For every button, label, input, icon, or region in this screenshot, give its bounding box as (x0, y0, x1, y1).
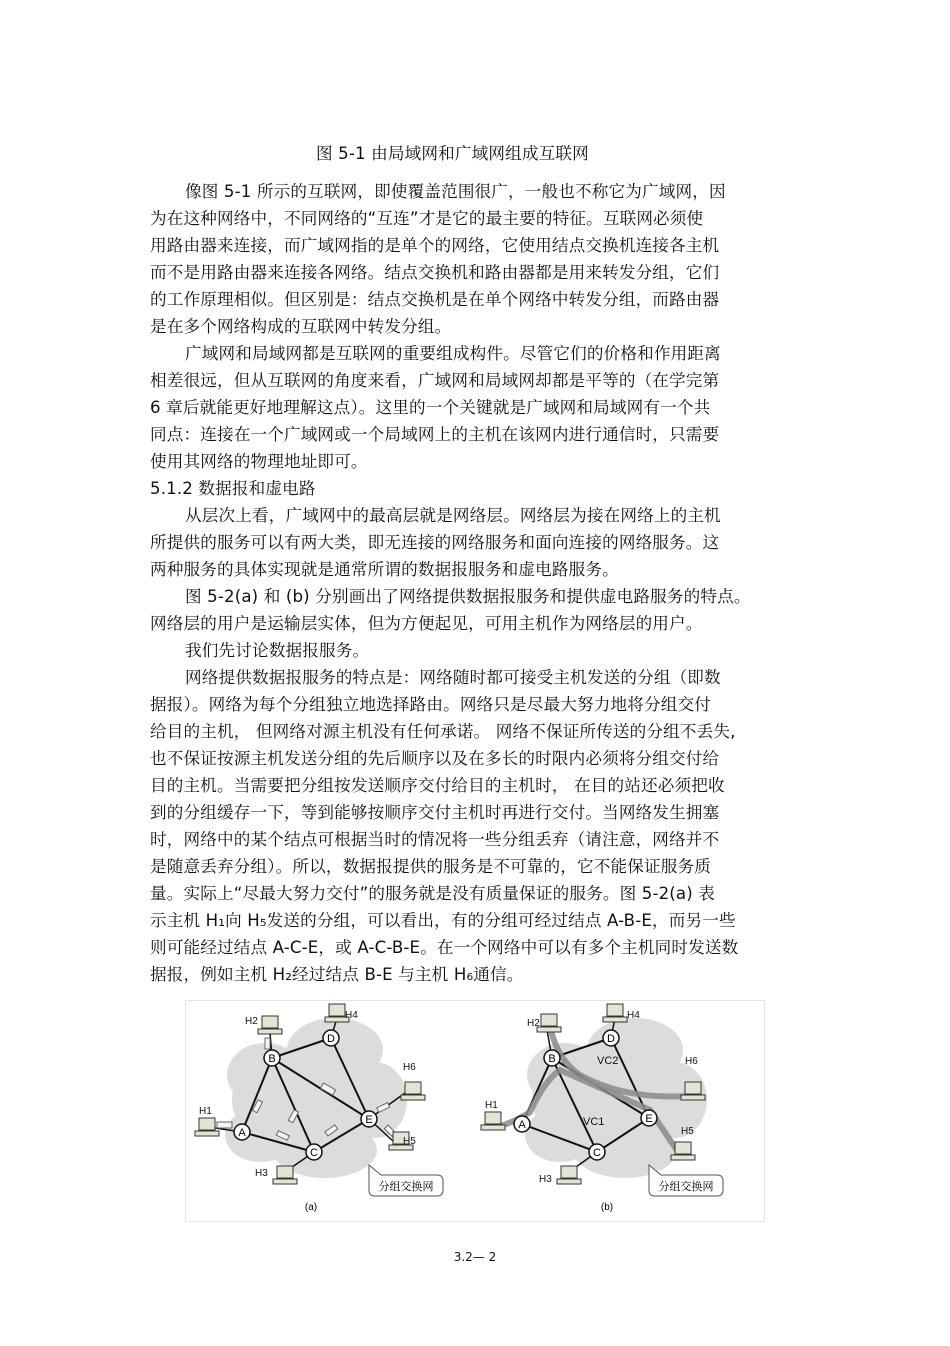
node-label: E (365, 1114, 373, 1126)
section-heading: 5.1.2 数据报和虚电路 (150, 479, 316, 498)
paragraph-line: 示主机 H₁向 H₅发送的分组，可以看出，有的分组可经过结点 A-B-E，而另一些 (150, 911, 736, 930)
host-label: H2 (245, 1016, 258, 1027)
node-label: A (518, 1119, 526, 1131)
figure-caption: 图 5-1 由局域网和广域网组成互联网 (316, 144, 589, 163)
paragraph-line: 的工作原理相似。但区别是：结点交换机是在单个网络中转发分组，而路由器 (150, 290, 720, 309)
panel-sublabel: (b) (600, 1202, 614, 1213)
paragraph-line: 相差很远，但从互联网的角度来看，广域网和局域网却都是平等的（在学完第 (150, 371, 720, 390)
host-label: H4 (627, 1010, 640, 1021)
computer-icon (481, 1112, 505, 1130)
host-label: H1 (485, 1100, 498, 1111)
node-label: D (327, 1033, 335, 1045)
node-label: C (310, 1147, 318, 1159)
computer-icon (671, 1142, 695, 1160)
computer-icon (273, 1166, 297, 1184)
host-label: H6 (685, 1056, 698, 1067)
packet-icon (265, 1038, 270, 1049)
computer-icon (401, 1082, 425, 1100)
node-label: A (238, 1127, 246, 1139)
vc-label: VC1 (583, 1116, 605, 1128)
paragraph-line: 据报，例如主机 H₂经过结点 B-E 与主机 H₆通信。 (150, 965, 524, 984)
node-label: D (607, 1033, 615, 1045)
paragraph-line: 量。实际上“尽最大努力交付”的服务就是没有质量保证的服务。图 5-2(a) 表 (150, 884, 716, 903)
cloud-label: 分组交换网 (378, 1181, 434, 1193)
node-label: E (645, 1113, 653, 1125)
vc-label: VC2 (597, 1055, 619, 1067)
paragraph-line: 所提供的服务可以有两大类，即无连接的网络服务和面向连接的网络服务。这 (150, 533, 720, 552)
host-label: H6 (403, 1062, 416, 1073)
host-label: H4 (345, 1010, 358, 1021)
paragraph-line: 而不是用路由器来连接各网络。结点交换机和路由器都是用来转发分组，它们 (150, 263, 720, 282)
paragraph-line: 网络提供数据报服务的特点是：网络随时都可接受主机发送的分组（即数 (185, 668, 721, 687)
paragraph-line: 我们先讨论数据报服务。 (185, 641, 370, 660)
paragraph-line: 则可能经过结点 A-C-E，或 A-C-B-E。在一个网络中可以有多个主机同时发送数 (150, 938, 739, 957)
paragraph-line: 同点：连接在一个广域网或一个局域网上的主机在该网内进行通信时，只需要 (150, 425, 720, 444)
paragraph-line: 到的分组缓存一下，等到能够按顺序交付主机时再进行交付。当网络发生拥塞 (150, 803, 720, 822)
node-label: C (593, 1147, 601, 1159)
node-label: B (548, 1053, 556, 1065)
host-label: H5 (681, 1126, 694, 1137)
paragraph-line: 是随意丢弃分组）。所以，数据报提供的服务是不可靠的，它不能保证服务质 (150, 857, 711, 876)
network-diagram (185, 1000, 765, 1222)
computer-icon (195, 1118, 219, 1136)
paragraph-line: 6 章后就能更好地理解这点）。这里的一个关键就是广域网和局域网有一个共 (150, 398, 711, 417)
paragraph-line: 广域网和局域网都是互联网的重要组成构件。尽管它们的价格和作用距离 (185, 344, 721, 363)
page-number: 3.2— 2 (453, 1250, 497, 1264)
packet-icon (217, 1122, 232, 1128)
paragraph-line: 目的主机。当需要把分组按发送顺序交付给目的主机时， 在目的站还必须把收 (150, 776, 725, 795)
computer-icon (537, 1014, 561, 1032)
host-label: H2 (527, 1018, 540, 1029)
paragraph-line: 两种服务的具体实现就是通常所谓的数据报服务和虚电路服务。 (150, 560, 619, 579)
panel-sublabel: (a) (304, 1202, 318, 1213)
host-label: H3 (255, 1168, 268, 1179)
node-label: B (268, 1053, 276, 1065)
paragraph-line: 网络层的用户是运输层实体，但为方便起见，可用主机作为网络层的用户。 (150, 614, 703, 633)
computer-icon (557, 1166, 581, 1184)
host-label: H1 (199, 1106, 212, 1117)
computer-icon (603, 1004, 627, 1022)
paragraph-line: 像图 5-1 所示的互联网，即使覆盖范围很广，一般也不称它为广域网，因 (185, 182, 726, 201)
paragraph-line: 据报）。网络为每个分组独立地选择路由。网络只是尽最大努力地将分组交付 (150, 695, 711, 714)
computer-icon (258, 1016, 282, 1034)
paragraph-line: 给目的主机， 但网络对源主机没有任何承诺。 网络不保证所传送的分组不丢失, (150, 722, 736, 741)
paragraph-line: 从层次上看，广域网中的最高层就是网络层。网络层为接在网络上的主机 (185, 506, 721, 525)
host-label: H3 (539, 1174, 552, 1185)
host-label: H5 (403, 1136, 416, 1147)
paragraph-line: 图 5-2(a) 和 (b) 分别画出了网络提供数据报服务和提供虚电路服务的特点。 (185, 587, 751, 606)
paragraph-line: 用路由器来连接，而广域网指的是单个的网络，它使用结点交换机连接各主机 (150, 236, 720, 255)
paragraph-line: 为在这种网络中，不同网络的“互连”才是它的最主要的特征。互联网必须使 (150, 209, 704, 228)
cloud-label: 分组交换网 (658, 1181, 714, 1193)
paragraph-line: 时，网络中的某个结点可根据当时的情况将一些分组丢弃（请注意，网络并不 (150, 830, 720, 849)
paragraph-line: 也不保证按源主机发送分组的先后顺序以及在多长的时限内必须将分组交付给 (150, 749, 720, 768)
paragraph-line: 是在多个网络构成的互联网中转发分组。 (150, 317, 452, 336)
computer-icon (681, 1082, 705, 1100)
network-diagram-svg (185, 1000, 765, 1222)
paragraph-line: 使用其网络的物理地址即可。 (150, 452, 368, 471)
